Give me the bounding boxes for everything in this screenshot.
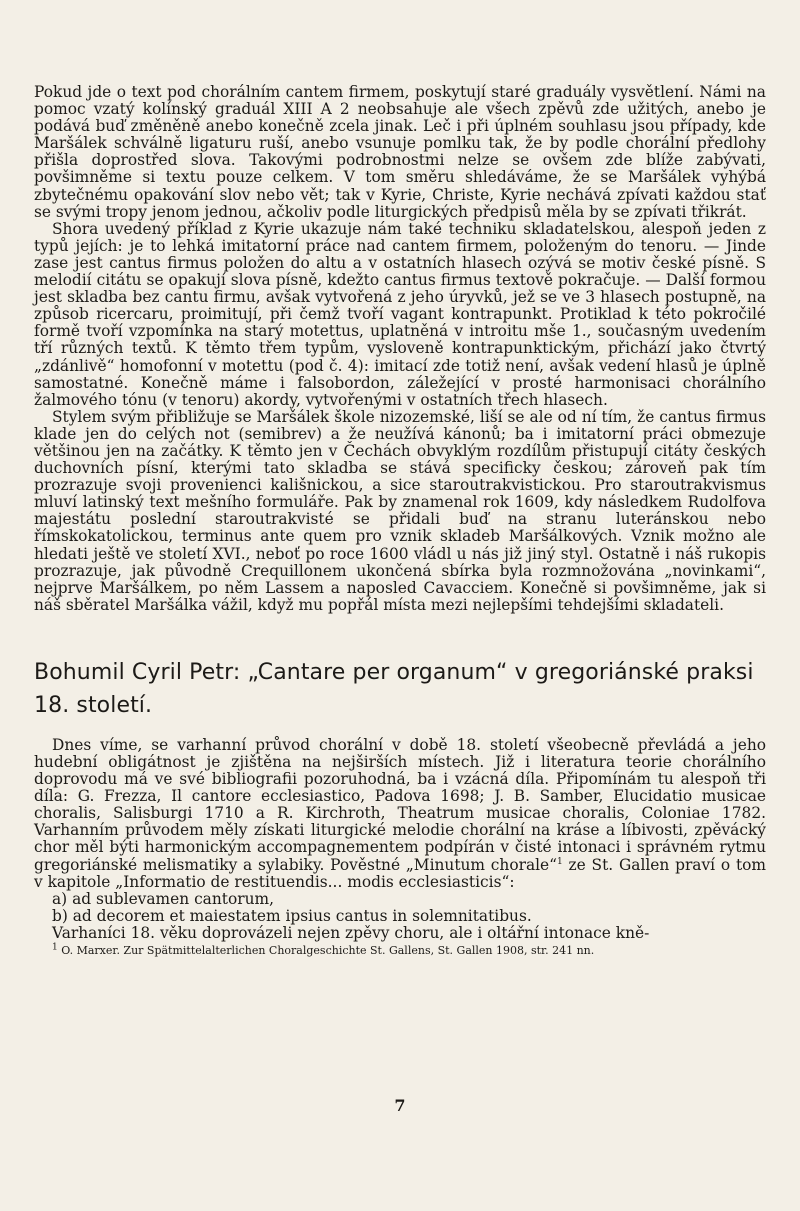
paragraph: Varhaníci 18. věku doprovázeli nejen zpěvy choru, ale i oltářní intonace kně-: [52, 923, 650, 942]
paragraph-text: Dnes víme, se varhanní průvod chorální v době 18. století všeobecně převládá a jeho hudební obligátnost je zjištěna na nejširších místech. Již i literatura teorie chorálního doprovodu má ve své bibliografii pozoruhodná, ba i vzácná díla. Připomínám tu alespoň tři díla: G. Frezza, Il cantore ecclesiastico, Padova 1698; J. B. Samber, Elucidatio musicae choralis, Salisburgi 1710 a R. Kirchroth, Theatrum musicae choralis, Coloniae 1782. Varhanním průvodem měly získati liturgické melodie chorální na kráse a líbivosti, zpěvácký chor měl býti harmonickým accompagnementem podpírán v čisté intonaci i správném rytmu gregoriánské melismatiky a sylabiky. Pověstné „Minutum chorale“: [34, 735, 766, 874]
page-body: [34, 84, 766, 958]
footnote-text: O. Marxer. Zur Spätmittelalterlichen Choralgeschichte St. Gallens, St. Gallen 1908, str. 241 nn.: [57, 944, 595, 958]
list-item: b) ad decorem et maiestatem ipsius cantus in solemnitatibus.: [52, 906, 532, 925]
latin-list: [34, 891, 766, 925]
article-heading: Bohumil Cyril Petr: „Cantare per organum“ v gregoriánské praksi 18. století.: [34, 659, 754, 718]
page-number: 7: [394, 1096, 406, 1115]
paragraph: Stylem svým přibližuje se Maršálek škole nizozemské, liší se ale od ní tím, že cantus firmus klade jen do celých not (semibrev) a že neužívá kánonů; ba i imitatorní práci obmezuje většinou jen na začátky. K těmto jen v Čechách obvyklým rozdílům přistupují citáty českých duchovních písní, kterými tato skladba se stává specificky českou; zároveň pak tím prozrazuje svoji provenienci kališnickou, a sice staroutrakvistickou. Pro staroutrakvismus mluví latinský text mešního formuláře. Pak by znamenal rok 1609, kdy následkem Rudolfova majestátu poslední staroutrakvisté se přidali buď na stranu luteránskou nebo římskokatolickou, terminus ante quem pro vznik skladeb Maršálkových. Vznik možno ale hledati ještě ve století XVI., neboť po roce 1600 vládl u nás již jiný styl. Ostatně i náš rukopis prozrazuje, jak původně Crequillonem ukončená sbírka byla rozmnožována „novinkami“, nejprve Maršálkem, po něm Lassem a naposled Cavacciem. Konečně si povšimněme, jak si náš sběratel Maršálka vážil, když mu popřál místa mezi nejlepšími tehdejšími skladateli.: [34, 407, 766, 614]
footnote-ref: 1: [557, 856, 563, 867]
footnote: [34, 944, 766, 958]
paragraph: [34, 737, 766, 891]
paragraph-text: ze St. Gallen praví o tom v kapitole „Informatio de restituendis... modis ecclesiasticis“:: [34, 855, 766, 891]
paragraph: Shora uvedený příklad z Kyrie ukazuje nám také techniku skladatelskou, alespoň jeden z typů jejích: je to lehká imitatorní práce nad cantem firmem, položeným do tenoru. — Jinde zase jest cantus firmus položen do altu a v ostatních hlasech ozývá se motiv české písně. S melodií citátu se opakují slova písně, kdežto cantus firmus textově pokračuje. — Další formou jest skladba bez cantu firmu, avšak vytvořená z jeho úryvků, jež se ve 3 hlasech postupně, na způsob ricercaru, proimitují, při čemž tvoří vagant kontrapunkt. Protiklad k této pokročilé formě tvoří vzpomínka na starý motettus, uplatněná v introitu mše 1., současným uvedením tří různých textů. K těmto třem typům, vysloveně kontrapunktickým, přichází jako čtvrtý „zdánlivě“ homofonní v motettu (pod č. 4): imitací zde totiž není, avšak vedení hlasů je úplně samostatné. Konečně máme i falsobordon, záležející v prosté harmonisaci chorálního žalmového tónu (v tenoru) akordy, vytvořenými v ostatních třech hlasech.: [34, 219, 766, 409]
list-item: a) ad sublevamen cantorum,: [52, 889, 274, 908]
paragraph: Pokud jde o text pod chorálním cantem firmem, poskytují staré graduály vysvětlení. Námi na pomoc vzatý kolínský graduál XIII A 2 neobsahuje ale všech zpěvů zde užitých, anebo je podává buď změněně anebo konečně zcela jinak. Leč i při úplném souhlasu jsou případy, kde Maršálek schválně ligaturu ruší, anebo vsunuje pomlku tak, že by podle chorální předlohy přišla doprostřed slova. Takovými podrobnostmi nelze se ovšem zde blíže zabývati, povšimněme si textu pouze celkem. V tom směru shledáváme, že se Maršálek vyhýbá zbytečnému opakování slov nebo vět; tak v Kyrie, Christe, Kyrie nechává zpívati každou stať se svými tropy jenom jednou, ačkoliv podle liturgických předpisů měla by se zpívati třikrát.: [34, 83, 766, 221]
footnote-number: 1: [52, 942, 58, 953]
